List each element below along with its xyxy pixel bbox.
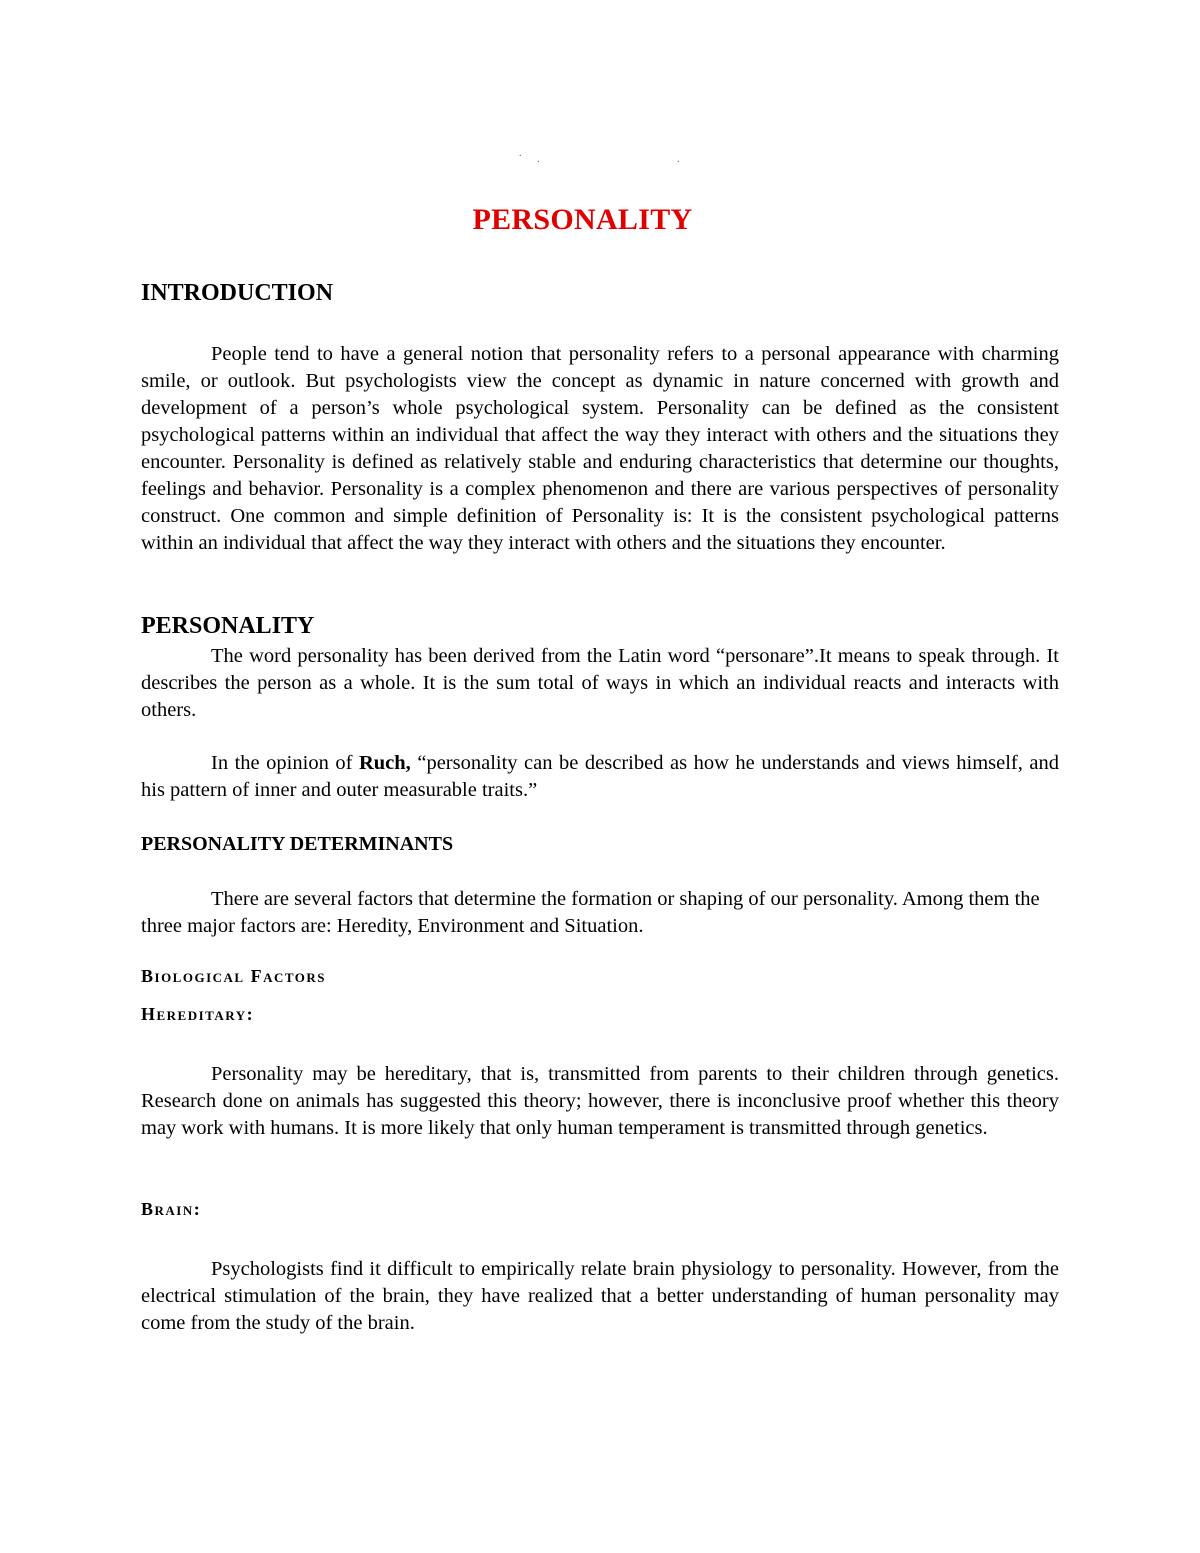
personality-text: The word personality has been derived from the Latin word “personare”.It means to speak through. It describes the person as a whole. It is the sum total of ways in which an individual reacts and interacts with others.	[141, 645, 1059, 721]
mark-dot: .	[537, 154, 540, 165]
section-heading-brain: Brain:	[141, 1199, 202, 1219]
personality-paragraph	[141, 643, 1059, 724]
section-heading-biological-factors: Biological Factors	[141, 966, 327, 986]
section-heading-personality: PERSONALITY	[141, 613, 315, 639]
introduction-paragraph	[141, 341, 1059, 557]
section-heading-hereditary: Hereditary:	[141, 1004, 255, 1024]
hereditary-text: Personality may be hereditary, that is, transmitted from parents to their children through genetics. Research done on animals has suggested this theory; however, there is inconclusive proof whether this theory may work with humans. It is more likely that only human temperament is transmitted through genetics.	[141, 1063, 1059, 1139]
brain-paragraph	[141, 1256, 1059, 1337]
ruch-opinion-paragraph	[141, 750, 1059, 804]
determinants-paragraph	[141, 886, 1059, 940]
header-marks	[0, 148, 1200, 168]
brain-text: Psychologists find it difficult to empirically relate brain physiology to personality. However, from the electrical stimulation of the brain, they have realized that a better understanding of human personality may come from the study of the brain.	[141, 1258, 1059, 1334]
document-title: PERSONALITY	[472, 203, 693, 236]
section-heading-introduction: INTRODUCTION	[141, 280, 334, 306]
opinion-prefix: In the opinion of	[211, 752, 359, 774]
determinants-text: There are several factors that determine the formation or shaping of our personality. Among them the three major factors are: Heredity, Environment and Situation.	[141, 888, 1040, 937]
mark-dot: .	[677, 154, 680, 165]
hereditary-paragraph	[141, 1061, 1059, 1142]
mark-dot: .	[519, 148, 522, 159]
opinion-quote: “personality can be described as how he understands and views himself, and his pattern of inner and outer measurable traits.”	[141, 752, 1060, 801]
introduction-text: People tend to have a general notion that personality refers to a personal appearance with charming smile, or outlook. But psychologists view the concept as dynamic in nature concerned with growth and development of a person’s whole psychological system. Personality can be defined as the consistent psychological patterns within an individual that affect the way they interact with others and the situations they encounter. Personality is defined as relatively stable and enduring characteristics that determine our thoughts, feelings and behavior. Personality is a complex phenomenon and there are various perspectives of personality construct. One common and simple definition of Personality is: It is the consistent psychological patterns within an individual that affect the way they interact with others and the situations they encounter.	[141, 343, 1059, 554]
section-heading-determinants: PERSONALITY DETERMINANTS	[141, 833, 454, 855]
opinion-author: Ruch,	[358, 752, 411, 774]
